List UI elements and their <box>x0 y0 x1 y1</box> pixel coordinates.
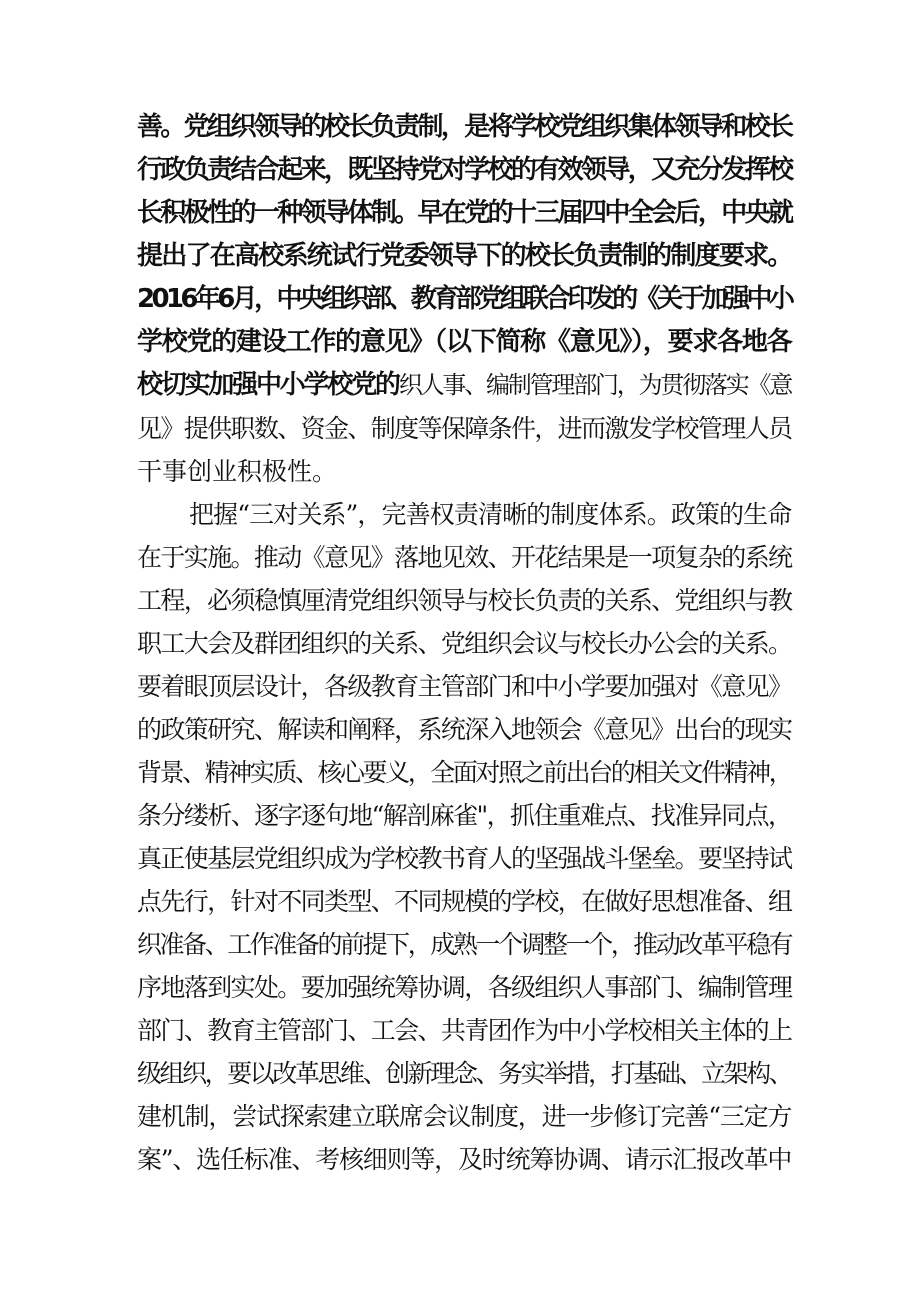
text-line: 建机制，尝试探索建立联席会议制度，进一步修订完善“三定方 <box>137 1102 792 1131</box>
text-fragment-serif: 织人事、编制管理部门，为贯彻落实《意 <box>398 371 792 399</box>
text-line: 职工大会及群团组织的关系、党组织会议与校长办公会的关系。 <box>137 629 792 658</box>
text-line: 要着眼顶层设计，各级教育主管部门和中小学要加强对《意见》 <box>137 672 792 701</box>
text-line: 点先行，针对不同类型、不同规模的学校，在做好思想准备、组 <box>137 887 792 916</box>
paragraph-first-line: 把握“三对关系”，完善权责清晰的制度体系。政策的生命 <box>189 500 792 529</box>
text-line: 干事创业积极性。 <box>137 457 338 486</box>
text-line: 条分缕析、逐字逐句地“解剖麻雀"，抓住重难点、找准异同点， <box>137 801 792 830</box>
text-line: 工程，必须稳慎厘清党组织领导与校长负责的关系、党组织与教 <box>137 586 792 615</box>
text-line: 级组织，要以改革思维、创新理念、务实举措，打基础、立架构、 <box>137 1059 792 1088</box>
text-line: 提出了在高校系统试行党委领导下的校长负责制的制度要求。 <box>137 241 792 271</box>
text-line: 长积极性的一种领导体制。早在党的十三届四中全会后，中央就 <box>137 198 792 228</box>
text-fragment-bold: 校切实加强中小学校党的 <box>137 370 399 400</box>
text-line: 学校党的建设工作的意见》（以下简称《意见》），要求各地各 <box>137 327 792 357</box>
text-line: 善。党组织领导的校长负责制，是将学校党组织集体领导和校长 <box>137 112 792 142</box>
text-line-mixed <box>137 364 797 407</box>
text-line: 2016年6月，中央组织部、教育部党组联合印发的《关于加强中小 <box>137 284 792 314</box>
text-line: 的政策研究、解读和阐释，系统深入地领会《意见》出台的现实 <box>137 715 792 744</box>
text-line: 行政负责结合起来，既坚持党对学校的有效领导，又充分发挥校 <box>137 155 792 185</box>
text-line: 织准备、工作准备的前提下，成熟一个调整一个，推动改革平稳有 <box>137 930 792 959</box>
text-line: 在于实施。推动《意见》落地见效、开花结果是一项复杂的系统 <box>137 543 792 572</box>
body-text <box>137 106 797 1181</box>
text-line: 见》提供职数、资金、制度等保障条件，进而激发学校管理人员 <box>137 414 792 443</box>
text-line: 序地落到实处。要加强统筹协调，各级组织人事部门、编制管理 <box>137 973 792 1002</box>
text-line: 真正使基层党组织成为学校教书育人的坚强战斗堡垒。要坚持试 <box>137 844 792 873</box>
text-line: 部门、教育主管部门、工会、共青团作为中小学校相关主体的上 <box>137 1016 792 1045</box>
text-line: 案”、选任标准、考核细则等，及时统筹协调、请示汇报改革中 <box>137 1145 792 1174</box>
text-line: 背景、精神实质、核心要义，全面对照之前出台的相关文件精神， <box>137 758 792 787</box>
